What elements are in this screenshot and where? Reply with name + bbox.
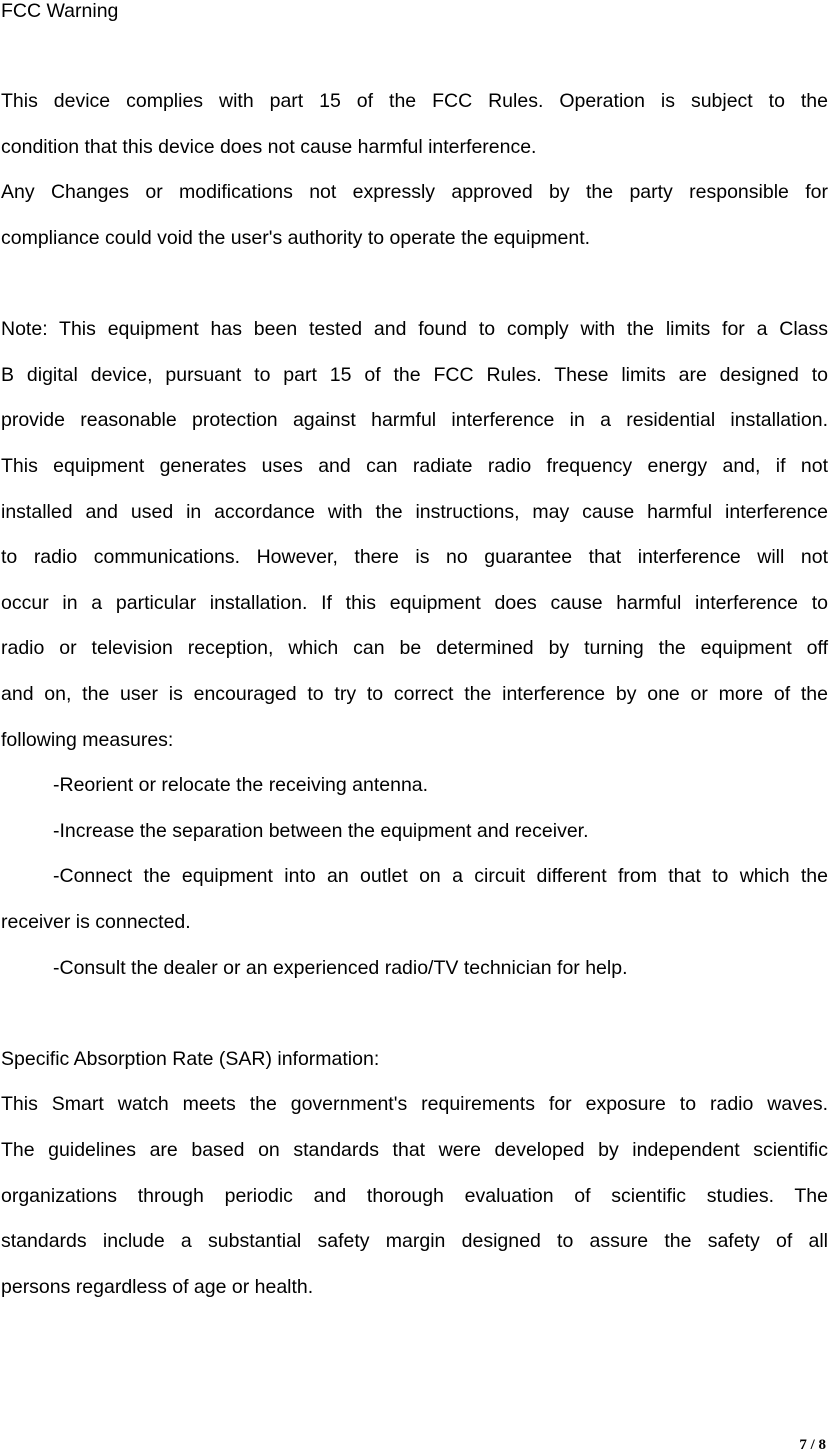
note-line: Note: This equipment has been tested and found to comply with the limits for a Class — [1, 318, 828, 340]
sar-line: persons regardless of age or health. — [1, 1276, 314, 1298]
note-line: radio or television reception, which can be determined by turning the equipment off — [1, 637, 828, 659]
paragraph-line: compliance could void the user's authority to operate the equipment. — [1, 227, 591, 249]
note-line: following measures: — [1, 729, 174, 751]
sar-line: The guidelines are based on standards that were developed by independent scientific — [1, 1139, 828, 1161]
sar-line: This Smart watch meets the government's requirements for exposure to radio waves. — [1, 1093, 828, 1115]
measure-item: -Reorient or relocate the receiving antenna. — [53, 774, 429, 796]
note-line: This equipment generates uses and can radiate radio frequency energy and, if not — [1, 455, 828, 477]
measure-item: -Consult the dealer or an experienced radio/TV technician for help. — [53, 957, 628, 979]
measure-item: -Connect the equipment into an outlet on a circuit different from that to which the — [53, 865, 828, 887]
sar-line: standards include a substantial safety margin designed to assure the safety of all — [1, 1230, 828, 1252]
paragraph-line: condition that this device does not cause harmful interference. — [1, 136, 537, 158]
sar-line: organizations through periodic and thorough evaluation of scientific studies. The — [1, 1185, 828, 1207]
paragraph-line: Any Changes or modifications not expressly approved by the party responsible for — [1, 181, 828, 203]
note-line: and on, the user is encouraged to try to correct the interference by one or more of the — [1, 683, 828, 705]
note-line: provide reasonable protection against harmful interference in a residential installation. — [1, 409, 828, 431]
measure-item: -Increase the separation between the equipment and receiver. — [53, 820, 589, 842]
note-line: to radio communications. However, there is no guarantee that interference will not — [1, 546, 828, 568]
measure-item-continued: receiver is connected. — [1, 911, 191, 933]
page-number: 7 / 8 — [799, 1437, 826, 1453]
note-line: B digital device, pursuant to part 15 of the FCC Rules. These limits are designed to — [1, 364, 828, 386]
sar-heading: Specific Absorption Rate (SAR) information: — [1, 1048, 380, 1070]
note-line: installed and used in accordance with the instructions, may cause harmful interference — [1, 501, 828, 523]
note-line: occur in a particular installation. If this equipment does cause harmful interference to — [1, 592, 828, 614]
paragraph-line: This device complies with part 15 of the FCC Rules. Operation is subject to the — [1, 90, 828, 112]
page-title: FCC Warning — [1, 0, 119, 22]
